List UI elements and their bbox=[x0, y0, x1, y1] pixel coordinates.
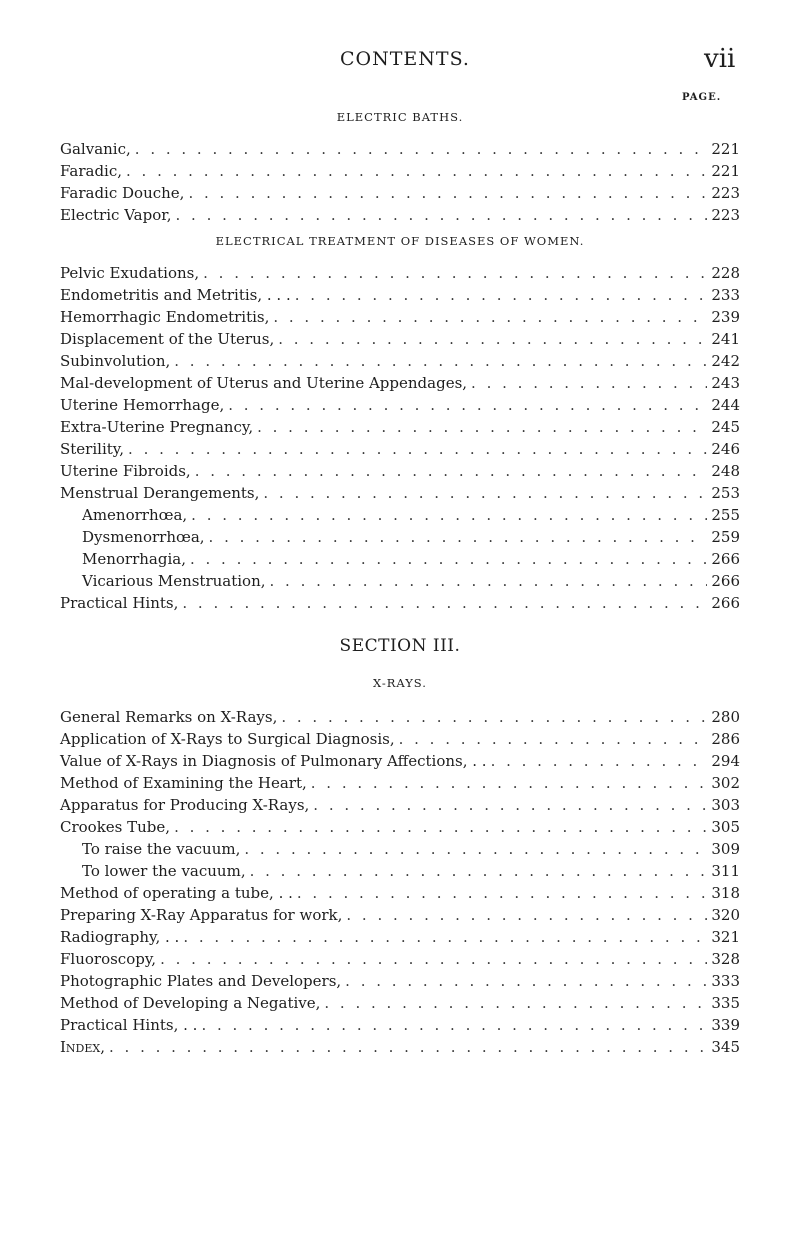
toc-entry-page: 233 bbox=[711, 286, 740, 304]
dot-leader bbox=[471, 372, 707, 394]
toc-entry-page: 318 bbox=[711, 884, 740, 902]
toc-entry[interactable] bbox=[60, 750, 740, 772]
toc-subentry[interactable] bbox=[82, 570, 740, 592]
toc-entry[interactable] bbox=[60, 438, 740, 460]
toc-entry-label: Sterility, bbox=[60, 440, 125, 458]
toc-entry[interactable] bbox=[60, 706, 740, 728]
toc-entry-page: 311 bbox=[711, 862, 740, 880]
toc-entry[interactable] bbox=[60, 460, 740, 482]
toc-entry-label: Amenorrhœa, bbox=[82, 506, 188, 524]
section-heading-electric-baths: ELECTRIC BATHS. bbox=[336, 110, 464, 124]
toc-entry-label: Practical Hints, bbox=[60, 594, 179, 612]
dot-leader bbox=[278, 328, 707, 350]
dot-leader bbox=[313, 794, 707, 816]
dot-leader bbox=[311, 772, 708, 794]
toc-entry-page: 309 bbox=[711, 840, 740, 858]
toc-entry-label: Faradic Douche, bbox=[60, 184, 185, 202]
toc-entry-label: Hemorrhagic Endometritis, bbox=[60, 308, 270, 326]
dot-leader bbox=[195, 460, 708, 482]
toc-entry-label: Application of X-Rays to Surgical Diagnosis, bbox=[60, 730, 395, 748]
toc-entry[interactable] bbox=[60, 926, 740, 948]
toc-entry-page: 245 bbox=[711, 418, 740, 436]
toc-entry-page: 228 bbox=[711, 264, 740, 282]
toc-entry-label: Mal-development of Uterus and Uterine Appendages, bbox=[60, 374, 468, 392]
toc-entry-page: 244 bbox=[711, 396, 740, 414]
toc-entry-label: General Remarks on X-Rays, bbox=[60, 708, 278, 726]
dot-leader bbox=[128, 438, 707, 460]
toc-entry-label: Extra-Uterine Pregnancy, bbox=[60, 418, 254, 436]
dot-leader bbox=[250, 860, 708, 882]
toc-entry[interactable] bbox=[60, 970, 740, 992]
toc-entry[interactable] bbox=[60, 262, 740, 284]
toc-entry-page: 243 bbox=[711, 374, 740, 392]
toc-subentry[interactable] bbox=[82, 860, 740, 882]
toc-entry-label: Menorrhagia, bbox=[82, 550, 186, 568]
toc-entry-label: Crookes Tube, bbox=[60, 818, 171, 836]
toc-entry[interactable] bbox=[60, 138, 740, 160]
toc-entry-page: 266 bbox=[711, 550, 740, 568]
dot-leader bbox=[295, 284, 708, 306]
toc-entry[interactable] bbox=[60, 992, 740, 1014]
page-number: vii bbox=[704, 44, 736, 74]
dot-leader bbox=[209, 526, 708, 548]
toc-entry-page: 339 bbox=[711, 1016, 740, 1034]
dot-leader bbox=[126, 160, 707, 182]
toc-entry[interactable] bbox=[60, 728, 740, 750]
dot-leader bbox=[273, 306, 707, 328]
toc-entry-label: Practical Hints, . . bbox=[60, 1016, 198, 1034]
toc-entry[interactable] bbox=[60, 794, 740, 816]
dot-leader bbox=[263, 482, 707, 504]
dot-leader bbox=[324, 992, 707, 1014]
toc-entry-index[interactable] bbox=[60, 1036, 740, 1058]
toc-entry[interactable] bbox=[60, 204, 740, 226]
dot-leader bbox=[188, 182, 707, 204]
toc-subentry[interactable] bbox=[82, 504, 740, 526]
toc-entry-page: 320 bbox=[711, 906, 740, 924]
toc-entry[interactable] bbox=[60, 350, 740, 372]
toc-entry-label: To lower the vacuum, bbox=[82, 862, 246, 880]
toc-entry-page: 221 bbox=[711, 162, 740, 180]
toc-entry-label: Fluoroscopy, bbox=[60, 950, 157, 968]
dot-leader bbox=[244, 838, 707, 860]
running-title: CONTENTS. bbox=[340, 48, 470, 70]
dot-leader bbox=[228, 394, 707, 416]
dot-leader bbox=[345, 970, 707, 992]
dot-leader bbox=[191, 504, 707, 526]
dot-leader bbox=[135, 138, 708, 160]
toc-entry-label: Method of Developing a Negative, bbox=[60, 994, 321, 1012]
toc-entry-page: 328 bbox=[711, 950, 740, 968]
dot-leader bbox=[270, 570, 708, 592]
dot-leader bbox=[346, 904, 707, 926]
toc-entry-label: Subinvolution, bbox=[60, 352, 171, 370]
page-column-label: PAGE. bbox=[682, 92, 722, 103]
toc-entry-page: 321 bbox=[711, 928, 740, 946]
dot-leader bbox=[201, 1014, 707, 1036]
dot-leader bbox=[183, 926, 707, 948]
toc-entry-page: 333 bbox=[711, 972, 740, 990]
toc-entry-label: Electric Vapor, bbox=[60, 206, 172, 224]
dot-leader bbox=[257, 416, 707, 438]
toc-entry-page: 242 bbox=[711, 352, 740, 370]
toc-entry-page: 239 bbox=[711, 308, 740, 326]
toc-entry-label: Vicarious Menstruation, bbox=[82, 572, 266, 590]
toc-entry-page: 266 bbox=[711, 572, 740, 590]
toc-entry[interactable] bbox=[60, 772, 740, 794]
toc-entry-page: 335 bbox=[711, 994, 740, 1012]
toc-entry-label: Method of operating a tube, . . bbox=[60, 884, 293, 902]
toc-entry-label: Apparatus for Producing X-Rays, bbox=[60, 796, 310, 814]
toc-subentry[interactable] bbox=[82, 526, 740, 548]
toc-entry[interactable] bbox=[60, 328, 740, 350]
toc-entry-page: 302 bbox=[711, 774, 740, 792]
toc-entry-page: 248 bbox=[711, 462, 740, 480]
running-header bbox=[0, 40, 800, 80]
toc-entry-label: Method of Examining the Heart, bbox=[60, 774, 307, 792]
toc-entry-page: 223 bbox=[711, 184, 740, 202]
toc-entry[interactable] bbox=[60, 284, 740, 306]
dot-leader bbox=[399, 728, 708, 750]
toc-entry[interactable] bbox=[60, 882, 740, 904]
toc-entry-label: Value of X-Rays in Diagnosis of Pulmonary Affections, . . bbox=[60, 752, 487, 770]
toc-entry-page: 241 bbox=[711, 330, 740, 348]
toc-entry-label: Dysmenorrhœa, bbox=[82, 528, 205, 546]
toc-entry-page: 255 bbox=[711, 506, 740, 524]
toc-entry[interactable] bbox=[60, 482, 740, 504]
dot-leader bbox=[109, 1036, 707, 1058]
toc-entry-label: Displacement of the Uterus, bbox=[60, 330, 275, 348]
dot-leader bbox=[297, 882, 707, 904]
toc-subentry[interactable] bbox=[82, 838, 740, 860]
toc-entry-page: 345 bbox=[711, 1038, 740, 1056]
toc-entry-page: 223 bbox=[711, 206, 740, 224]
toc-entry[interactable] bbox=[60, 372, 740, 394]
toc-entry-label: Uterine Hemorrhage, bbox=[60, 396, 225, 414]
toc-entry-label: Pelvic Exudations, bbox=[60, 264, 200, 282]
toc-entry-page: 246 bbox=[711, 440, 740, 458]
toc-entry[interactable] bbox=[60, 306, 740, 328]
dot-leader bbox=[176, 204, 708, 226]
dot-leader bbox=[491, 750, 708, 772]
toc-entry[interactable] bbox=[60, 394, 740, 416]
toc-entry-page: 259 bbox=[711, 528, 740, 546]
toc-entry[interactable] bbox=[60, 948, 740, 970]
toc-entry-page: 221 bbox=[711, 140, 740, 158]
toc-entry[interactable] bbox=[60, 416, 740, 438]
dot-leader bbox=[190, 548, 707, 570]
toc-entry[interactable] bbox=[60, 160, 740, 182]
section-title-iii: SECTION III. bbox=[339, 636, 461, 656]
toc-entry-page: 305 bbox=[711, 818, 740, 836]
dot-leader bbox=[281, 706, 707, 728]
toc-entry-label: Galvanic, bbox=[60, 140, 131, 158]
toc-entry[interactable] bbox=[60, 1014, 740, 1036]
toc-entry-page: 294 bbox=[711, 752, 740, 770]
toc-entry[interactable] bbox=[60, 904, 740, 926]
toc-subentry[interactable] bbox=[82, 548, 740, 570]
dot-leader bbox=[203, 262, 707, 284]
toc-entry-label: Radiography, . . bbox=[60, 928, 180, 946]
section-heading-x-rays: X-RAYS. bbox=[373, 676, 427, 690]
toc-entry-label: Photographic Plates and Developers, bbox=[60, 972, 342, 990]
toc-entry-label: Faradic, bbox=[60, 162, 123, 180]
dot-leader bbox=[174, 816, 707, 838]
dot-leader bbox=[174, 350, 707, 372]
toc-entry-page: 303 bbox=[711, 796, 740, 814]
toc-entry-label: Uterine Fibroids, bbox=[60, 462, 191, 480]
toc-entry-label: Preparing X-Ray Apparatus for work, bbox=[60, 906, 343, 924]
toc-entry-page: 266 bbox=[711, 594, 740, 612]
toc-entry-label: Endometritis and Metritis, . . . bbox=[60, 286, 291, 304]
dot-leader bbox=[160, 948, 707, 970]
toc-entry[interactable] bbox=[60, 592, 740, 614]
section-heading-diseases-of-women: ELECTRICAL TREATMENT OF DISEASES OF WOMEN. bbox=[215, 234, 585, 248]
toc-entry[interactable] bbox=[60, 816, 740, 838]
toc-entry-page: 253 bbox=[711, 484, 740, 502]
toc-entry-label: Index, bbox=[60, 1038, 105, 1056]
toc-entry-page: 280 bbox=[711, 708, 740, 726]
toc-entry-label: Menstrual Derangements, bbox=[60, 484, 260, 502]
toc-entry-page: 286 bbox=[711, 730, 740, 748]
dot-leader bbox=[182, 592, 707, 614]
toc-entry[interactable] bbox=[60, 182, 740, 204]
toc-entry-label: To raise the vacuum, bbox=[82, 840, 241, 858]
